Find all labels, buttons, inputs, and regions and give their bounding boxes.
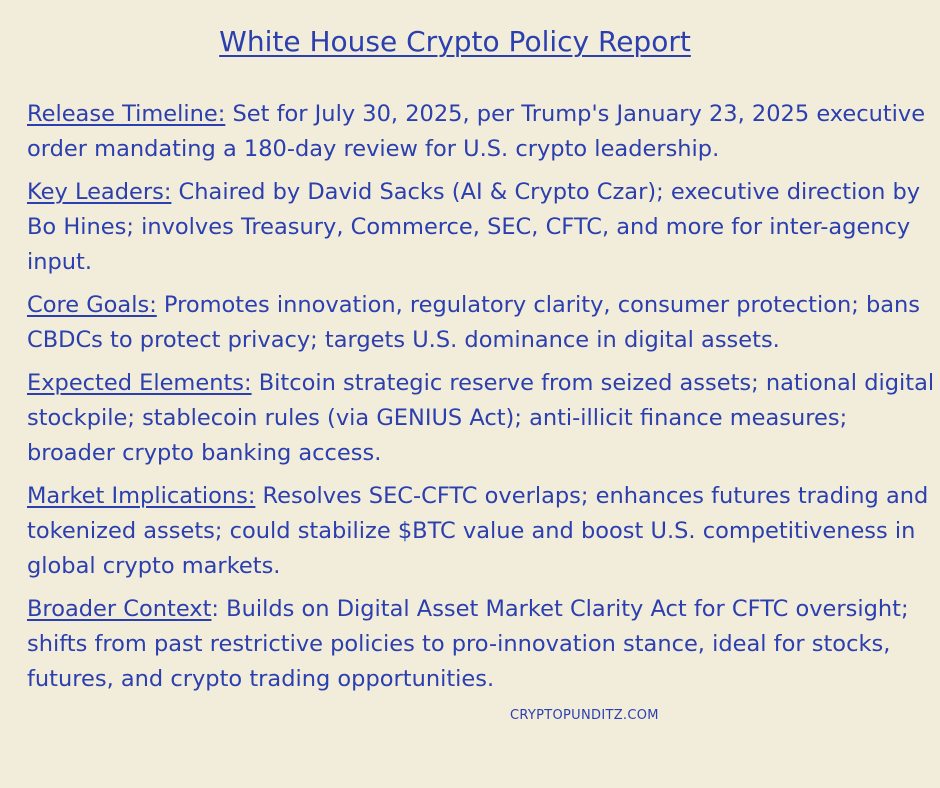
section-release-timeline [27, 97, 937, 167]
section-label: Broader Context [27, 596, 212, 622]
section-text: Resolves SEC-CFTC overlaps; enhances futures trading and tokenized assets; could stabilize $BTC value and boost U.S. competitiveness in global crypto markets. [27, 483, 929, 579]
section-text: : Builds on Digital Asset Market Clarity Act for CFTC oversight; shifts from past restrictive policies to pro-innovation stance, ideal for stocks, futures, and crypto trading opportunities. [27, 596, 909, 692]
section-expected-elements [27, 366, 937, 471]
section-text: Bitcoin strategic reserve from seized assets; national digital stockpile; stablecoin rules (via GENIUS Act); anti-illicit finance measures; broader crypto banking access. [27, 370, 935, 466]
section-core-goals [27, 288, 937, 358]
section-text: Set for July 30, 2025, per Trump's January 23, 2025 executive order mandating a 180-day review for U.S. crypto leadership. [27, 101, 926, 162]
section-text: Chaired by David Sacks (AI & Crypto Czar); executive direction by Bo Hines; involves Treasury, Commerce, SEC, CFTC, and more for inter-agency input. [27, 179, 921, 275]
section-label: Release Timeline: [27, 101, 226, 127]
section-label: Market Implications: [27, 483, 256, 509]
section-label: Key Leaders: [27, 179, 172, 205]
page-title: White House Crypto Policy Report [219, 25, 691, 58]
section-broader-context [27, 592, 937, 697]
footer-credit: CRYPTOPUNDITZ.COM [510, 708, 659, 723]
section-label: Expected Elements: [27, 370, 252, 396]
section-text: Promotes innovation, regulatory clarity, consumer protection; bans CBDCs to protect privacy; targets U.S. dominance in digital assets. [27, 292, 921, 353]
section-market-implications [27, 479, 937, 584]
report-body [27, 97, 937, 705]
section-label: Core Goals: [27, 292, 157, 318]
section-key-leaders [27, 175, 937, 280]
